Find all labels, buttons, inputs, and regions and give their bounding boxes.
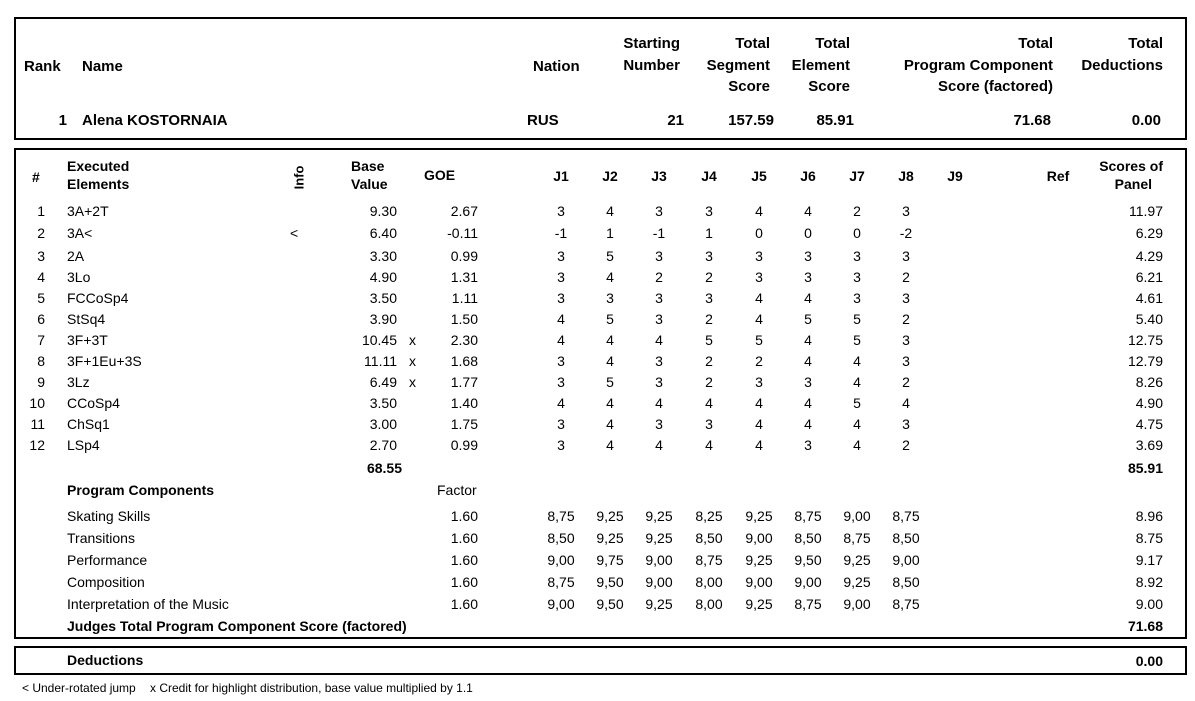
component-judge-score-j8: 8,50 [892,530,920,546]
element-bonus-marker: x [409,332,416,348]
element-number: 10 [29,395,45,411]
element-judge-score-j1: 3 [557,437,565,453]
element-panel-score: 11.97 [1129,203,1163,219]
element-code: CCoSp4 [67,395,120,411]
element-goe: 1.31 [450,269,478,285]
element-judge-score-j8: 2 [902,374,910,390]
segment-score-value: 157.59 [728,112,774,129]
element-judge-score-j3: 3 [655,290,663,306]
skater-name: Alena KOSTORNAIA [82,112,228,129]
legend-credit: x Credit for highlight distribution, base value multiplied by 1.1 [150,681,473,695]
element-panel-score: 4.75 [1135,416,1163,432]
component-judge-score-j8: 8,50 [892,574,920,590]
element-code: LSp4 [67,437,100,453]
element-judge-score-j4: 3 [705,416,713,432]
element-judge-score-j2: 4 [606,437,614,453]
element-judge-score-j6: 3 [804,269,812,285]
element-judge-score-j7: 4 [853,353,861,369]
element-judge-score-j8: 3 [902,203,910,219]
element-judge-score-j7: 0 [853,225,861,241]
component-judge-score-j5: 9,25 [745,552,773,568]
name-header: Name [82,58,123,75]
element-judge-score-j8: 3 [902,353,910,369]
element-base-value: 3.30 [369,248,397,264]
component-judge-score-j7: 9,25 [843,574,871,590]
deductions-box [14,646,1187,675]
component-judge-score-j3: 9,25 [645,530,673,546]
pcs-header-line3: Score (factored) [937,78,1053,95]
component-judge-score-j4: 8,50 [695,530,723,546]
component-judge-score-j6: 9,50 [794,552,822,568]
element-number: 5 [37,290,45,306]
element-goe: 1.68 [450,353,478,369]
element-judge-score-j6: 5 [804,311,812,327]
element-panel-score: 8.26 [1135,374,1163,390]
element-judge-score-j5: 5 [755,332,763,348]
element-judge-score-j7: 5 [853,311,861,327]
element-panel-score: 12.79 [1127,353,1163,369]
element-code: 3F+3T [67,332,108,348]
element-judge-score-j6: 3 [804,248,812,264]
component-name: Transitions [67,530,135,546]
element-judge-score-j4: 3 [705,290,713,306]
element-judge-score-j7: 2 [853,203,861,219]
element-judge-score-j2: 4 [606,269,614,285]
element-judge-score-j7: 3 [853,269,861,285]
element-judge-score-j4: 4 [705,395,713,411]
element-number: 4 [37,269,45,285]
judge-header-j9: J9 [947,168,963,184]
element-judge-score-j3: 3 [655,353,663,369]
component-judge-score-j8: 8,75 [892,596,920,612]
component-factor: 1.60 [450,552,478,568]
element-base-value: 3.50 [369,290,397,306]
element-bonus-marker: x [409,374,416,390]
element-judge-score-j6: 4 [804,290,812,306]
element-judge-score-j2: 4 [606,353,614,369]
judge-header-j2: J2 [602,168,618,184]
component-judge-score-j8: 9,00 [892,552,920,568]
element-judge-score-j6: 4 [804,395,812,411]
info-header: Info [291,165,307,190]
element-judge-score-j2: 5 [606,248,614,264]
component-judge-score-j5: 9,25 [745,508,773,524]
element-base-value: 10.45 [361,332,397,348]
element-judge-score-j4: 3 [705,203,713,219]
element-judge-score-j3: 3 [655,416,663,432]
element-judge-score-j7: 5 [853,395,861,411]
element-judge-score-j8: 4 [902,395,910,411]
deductions-total: 0.00 [1135,653,1163,669]
judge-header-j6: J6 [800,168,816,184]
component-judge-score-j7: 9,25 [843,552,871,568]
element-judge-score-j7: 5 [853,332,861,348]
component-judge-score-j3: 9,25 [645,596,673,612]
element-base-value: 4.90 [369,269,397,285]
element-score-header-line1: Total [815,35,850,52]
element-judge-score-j6: 4 [804,353,812,369]
element-number: 8 [37,353,45,369]
element-judge-score-j5: 4 [755,416,763,432]
element-judge-score-j2: 4 [606,203,614,219]
deductions-label: Deductions [67,652,144,668]
component-judge-score-j1: 9,00 [547,552,575,568]
element-judge-score-j5: 3 [755,374,763,390]
element-panel-score: 4.61 [1135,290,1163,306]
element-judge-score-j8: 2 [902,437,910,453]
element-judge-score-j1: 3 [557,203,565,219]
component-judge-score-j2: 9,25 [596,530,624,546]
element-goe: 1.75 [450,416,478,432]
element-panel-score: 3.69 [1135,437,1163,453]
element-base-value: 3.90 [369,311,397,327]
element-score-value: 85.91 [816,112,854,129]
element-judge-score-j1: 3 [557,374,565,390]
base-value-header-line1: Base [351,158,385,174]
element-goe: 2.30 [450,332,478,348]
component-judge-score-j4: 8,00 [695,574,723,590]
base-value-total: 68.55 [366,460,402,476]
element-judge-score-j4: 1 [705,225,713,241]
component-name: Skating Skills [67,508,151,524]
element-code: 3A+2T [67,203,109,219]
element-code: StSq4 [67,311,106,327]
component-judge-score-j3: 9,25 [645,508,673,524]
judge-header-j8: J8 [898,168,914,184]
judge-header-j4: J4 [701,168,717,184]
element-code: 3Lo [67,269,91,285]
goe-header: GOE [424,167,456,183]
component-factor: 1.60 [450,508,478,524]
component-panel-score: 9.17 [1135,552,1163,568]
element-judge-score-j7: 3 [853,290,861,306]
element-bonus-marker: x [409,353,416,369]
element-judge-score-j8: 3 [902,290,910,306]
component-judge-score-j1: 8,75 [547,574,575,590]
element-judge-score-j1: 4 [557,395,565,411]
pcs-header-line1: Total [1018,35,1053,52]
element-judge-score-j5: 4 [755,290,763,306]
element-judge-score-j8: 3 [902,332,910,348]
element-panel-score: 4.29 [1135,248,1163,264]
component-judge-score-j8: 8,75 [892,508,920,524]
element-judge-score-j5: 0 [755,225,763,241]
element-code: ChSq1 [67,416,110,432]
deductions-header-line2: Deductions [1081,57,1163,74]
component-name: Performance [67,552,148,568]
component-judge-score-j2: 9,50 [596,574,624,590]
element-code: 2A [67,248,85,264]
starting-number-header-line2: Number [623,57,680,74]
component-panel-score: 9.00 [1135,596,1163,612]
element-judge-score-j5: 3 [755,269,763,285]
rank-value: 1 [58,112,67,129]
element-judge-score-j2: 4 [606,395,614,411]
element-judge-score-j4: 2 [705,311,713,327]
program-components-heading: Program Components [67,482,215,498]
element-judge-score-j5: 4 [755,203,763,219]
element-base-value: 6.49 [369,374,397,390]
nation-header: Nation [533,58,580,75]
element-judge-score-j8: 3 [902,248,910,264]
element-judge-score-j2: 3 [606,290,614,306]
legend-under-rotated: < Under-rotated jump [22,681,136,695]
component-judge-score-j5: 9,25 [745,596,773,612]
component-factor: 1.60 [450,530,478,546]
element-judge-score-j6: 3 [804,437,812,453]
deductions-value: 0.00 [1131,112,1161,129]
element-goe: 1.11 [451,290,478,306]
element-number: 3 [37,248,45,264]
element-base-value: 3.00 [369,416,397,432]
element-judge-score-j1: 3 [557,248,565,264]
element-judge-score-j1: 3 [557,416,565,432]
component-factor: 1.60 [450,596,478,612]
component-judge-score-j6: 8,50 [794,530,822,546]
element-code: 3Lz [67,374,90,390]
component-judge-score-j7: 8,75 [843,530,871,546]
element-goe: 0.99 [450,437,478,453]
element-judge-score-j8: 3 [902,416,910,432]
element-code: 3F+1Eu+3S [67,353,142,369]
element-judge-score-j1: 3 [557,290,565,306]
component-factor: 1.60 [450,574,478,590]
element-number: 1 [37,203,45,219]
base-value-header-line2: Value [351,176,388,192]
element-number: 7 [37,332,45,348]
component-judge-score-j1: 9,00 [547,596,575,612]
element-code: FCCoSp4 [67,290,129,306]
component-judge-score-j3: 9,00 [645,552,673,568]
num-header: # [32,169,40,185]
element-judge-score-j4: 5 [705,332,713,348]
element-judge-score-j4: 2 [705,269,713,285]
element-base-value: 3.50 [369,395,397,411]
starting-number-header-line1: Starting [623,35,680,52]
nation-value: RUS [527,112,559,129]
component-panel-score: 8.96 [1135,508,1163,524]
element-judge-score-j4: 4 [705,437,713,453]
component-judge-score-j1: 8,75 [547,508,575,524]
element-judge-score-j6: 4 [804,416,812,432]
component-judge-score-j7: 9,00 [843,508,871,524]
element-panel-total: 85.91 [1127,460,1163,476]
element-goe: -0.11 [447,225,478,241]
pcs-value: 71.68 [1013,112,1051,129]
element-panel-score: 12.75 [1127,332,1163,348]
element-judge-score-j3: -1 [652,225,666,241]
executed-header-line2: Elements [67,176,130,192]
component-judge-score-j7: 9,00 [843,596,871,612]
element-judge-score-j7: 4 [853,416,861,432]
element-judge-score-j7: 3 [853,248,861,264]
element-judge-score-j3: 3 [655,203,663,219]
element-judge-score-j3: 4 [655,437,663,453]
element-number: 9 [37,374,45,390]
judge-header-j3: J3 [651,168,667,184]
element-judge-score-j2: 4 [606,416,614,432]
element-goe: 1.40 [450,395,478,411]
deductions-header-line1: Total [1128,35,1163,52]
element-number: 6 [37,311,45,327]
element-judge-score-j5: 4 [755,395,763,411]
element-judge-score-j2: 4 [606,332,614,348]
element-judge-score-j5: 4 [755,311,763,327]
element-judge-score-j8: -2 [899,225,913,241]
component-judge-score-j6: 8,75 [794,596,822,612]
element-judge-score-j1: -1 [554,225,568,241]
component-name: Interpretation of the Music [67,596,229,612]
starting-number-value: 21 [667,112,684,129]
element-judge-score-j4: 3 [705,248,713,264]
pcs-header-line2: Program Component [903,57,1053,74]
rank-header: Rank [24,58,61,75]
element-code: 3A< [67,225,93,241]
element-judge-score-j2: 1 [606,225,614,241]
element-judge-score-j6: 0 [804,225,812,241]
component-panel-score: 8.92 [1135,574,1163,590]
element-base-value: 9.30 [369,203,397,219]
component-judge-score-j6: 8,75 [794,508,822,524]
ref-header: Ref [1046,168,1070,184]
element-score-header-line2: Element [791,57,850,74]
element-judge-score-j4: 2 [705,374,713,390]
segment-score-header-line2: Segment [706,57,770,74]
element-judge-score-j7: 4 [853,437,861,453]
element-number: 11 [30,416,45,432]
element-panel-score: 5.40 [1135,311,1163,327]
component-judge-score-j1: 8,50 [547,530,575,546]
element-base-value: 2.70 [369,437,397,453]
element-judge-score-j5: 4 [755,437,763,453]
element-number: 2 [37,225,45,241]
factor-label: Factor [437,482,477,498]
element-judge-score-j6: 3 [804,374,812,390]
judge-header-j1: J1 [553,168,569,184]
element-judge-score-j3: 2 [655,269,663,285]
element-judge-score-j3: 4 [655,395,663,411]
component-judge-score-j2: 9,75 [596,552,624,568]
element-panel-score: 4.90 [1135,395,1163,411]
element-judge-score-j5: 2 [755,353,763,369]
element-judge-score-j1: 4 [557,332,565,348]
element-judge-score-j3: 4 [655,332,663,348]
element-number: 12 [29,437,45,453]
component-judge-score-j3: 9,00 [645,574,673,590]
element-judge-score-j4: 2 [705,353,713,369]
element-judge-score-j1: 3 [557,353,565,369]
component-judge-score-j6: 9,00 [794,574,822,590]
component-name: Composition [67,574,145,590]
executed-header-line1: Executed [67,158,130,174]
element-judge-score-j1: 3 [557,269,565,285]
element-judge-score-j3: 3 [655,311,663,327]
element-judge-score-j2: 5 [606,374,614,390]
element-score-header-line3: Score [808,78,850,95]
element-judge-score-j7: 4 [853,374,861,390]
element-base-value: 6.40 [369,225,397,241]
element-judge-score-j8: 2 [902,269,910,285]
element-judge-score-j5: 3 [755,248,763,264]
component-judge-score-j2: 9,25 [596,508,624,524]
element-panel-score: 6.21 [1135,269,1163,285]
element-judge-score-j8: 2 [902,311,910,327]
component-judge-score-j5: 9,00 [745,530,773,546]
element-goe: 2.67 [450,203,478,219]
element-judge-score-j1: 4 [557,311,565,327]
segment-score-header-line3: Score [728,78,770,95]
element-judge-score-j2: 5 [606,311,614,327]
element-judge-score-j6: 4 [804,203,812,219]
element-goe: 1.77 [450,374,478,390]
element-judge-score-j3: 3 [655,248,663,264]
element-judge-score-j6: 4 [804,332,812,348]
component-judge-score-j2: 9,50 [596,596,624,612]
pcs-total-value: 71.68 [1127,618,1163,634]
component-judge-score-j4: 8,75 [695,552,723,568]
pcs-total-label: Judges Total Program Component Score (factored) [67,618,407,634]
judge-header-j7: J7 [849,168,865,184]
scores-of-panel-header-line2: Panel [1114,176,1152,192]
component-judge-score-j4: 8,25 [695,508,723,524]
element-goe: 1.50 [450,311,478,327]
component-judge-score-j5: 9,00 [745,574,773,590]
element-base-value: 11.11 [364,353,397,369]
segment-score-header-line1: Total [735,35,770,52]
scores-of-panel-header-line1: Scores of [1099,158,1163,174]
element-panel-score: 6.29 [1135,225,1163,241]
component-panel-score: 8.75 [1135,530,1163,546]
element-goe: 0.99 [450,248,478,264]
component-judge-score-j4: 8,00 [695,596,723,612]
element-info: < [290,225,299,241]
element-judge-score-j3: 3 [655,374,663,390]
judge-header-j5: J5 [751,168,767,184]
